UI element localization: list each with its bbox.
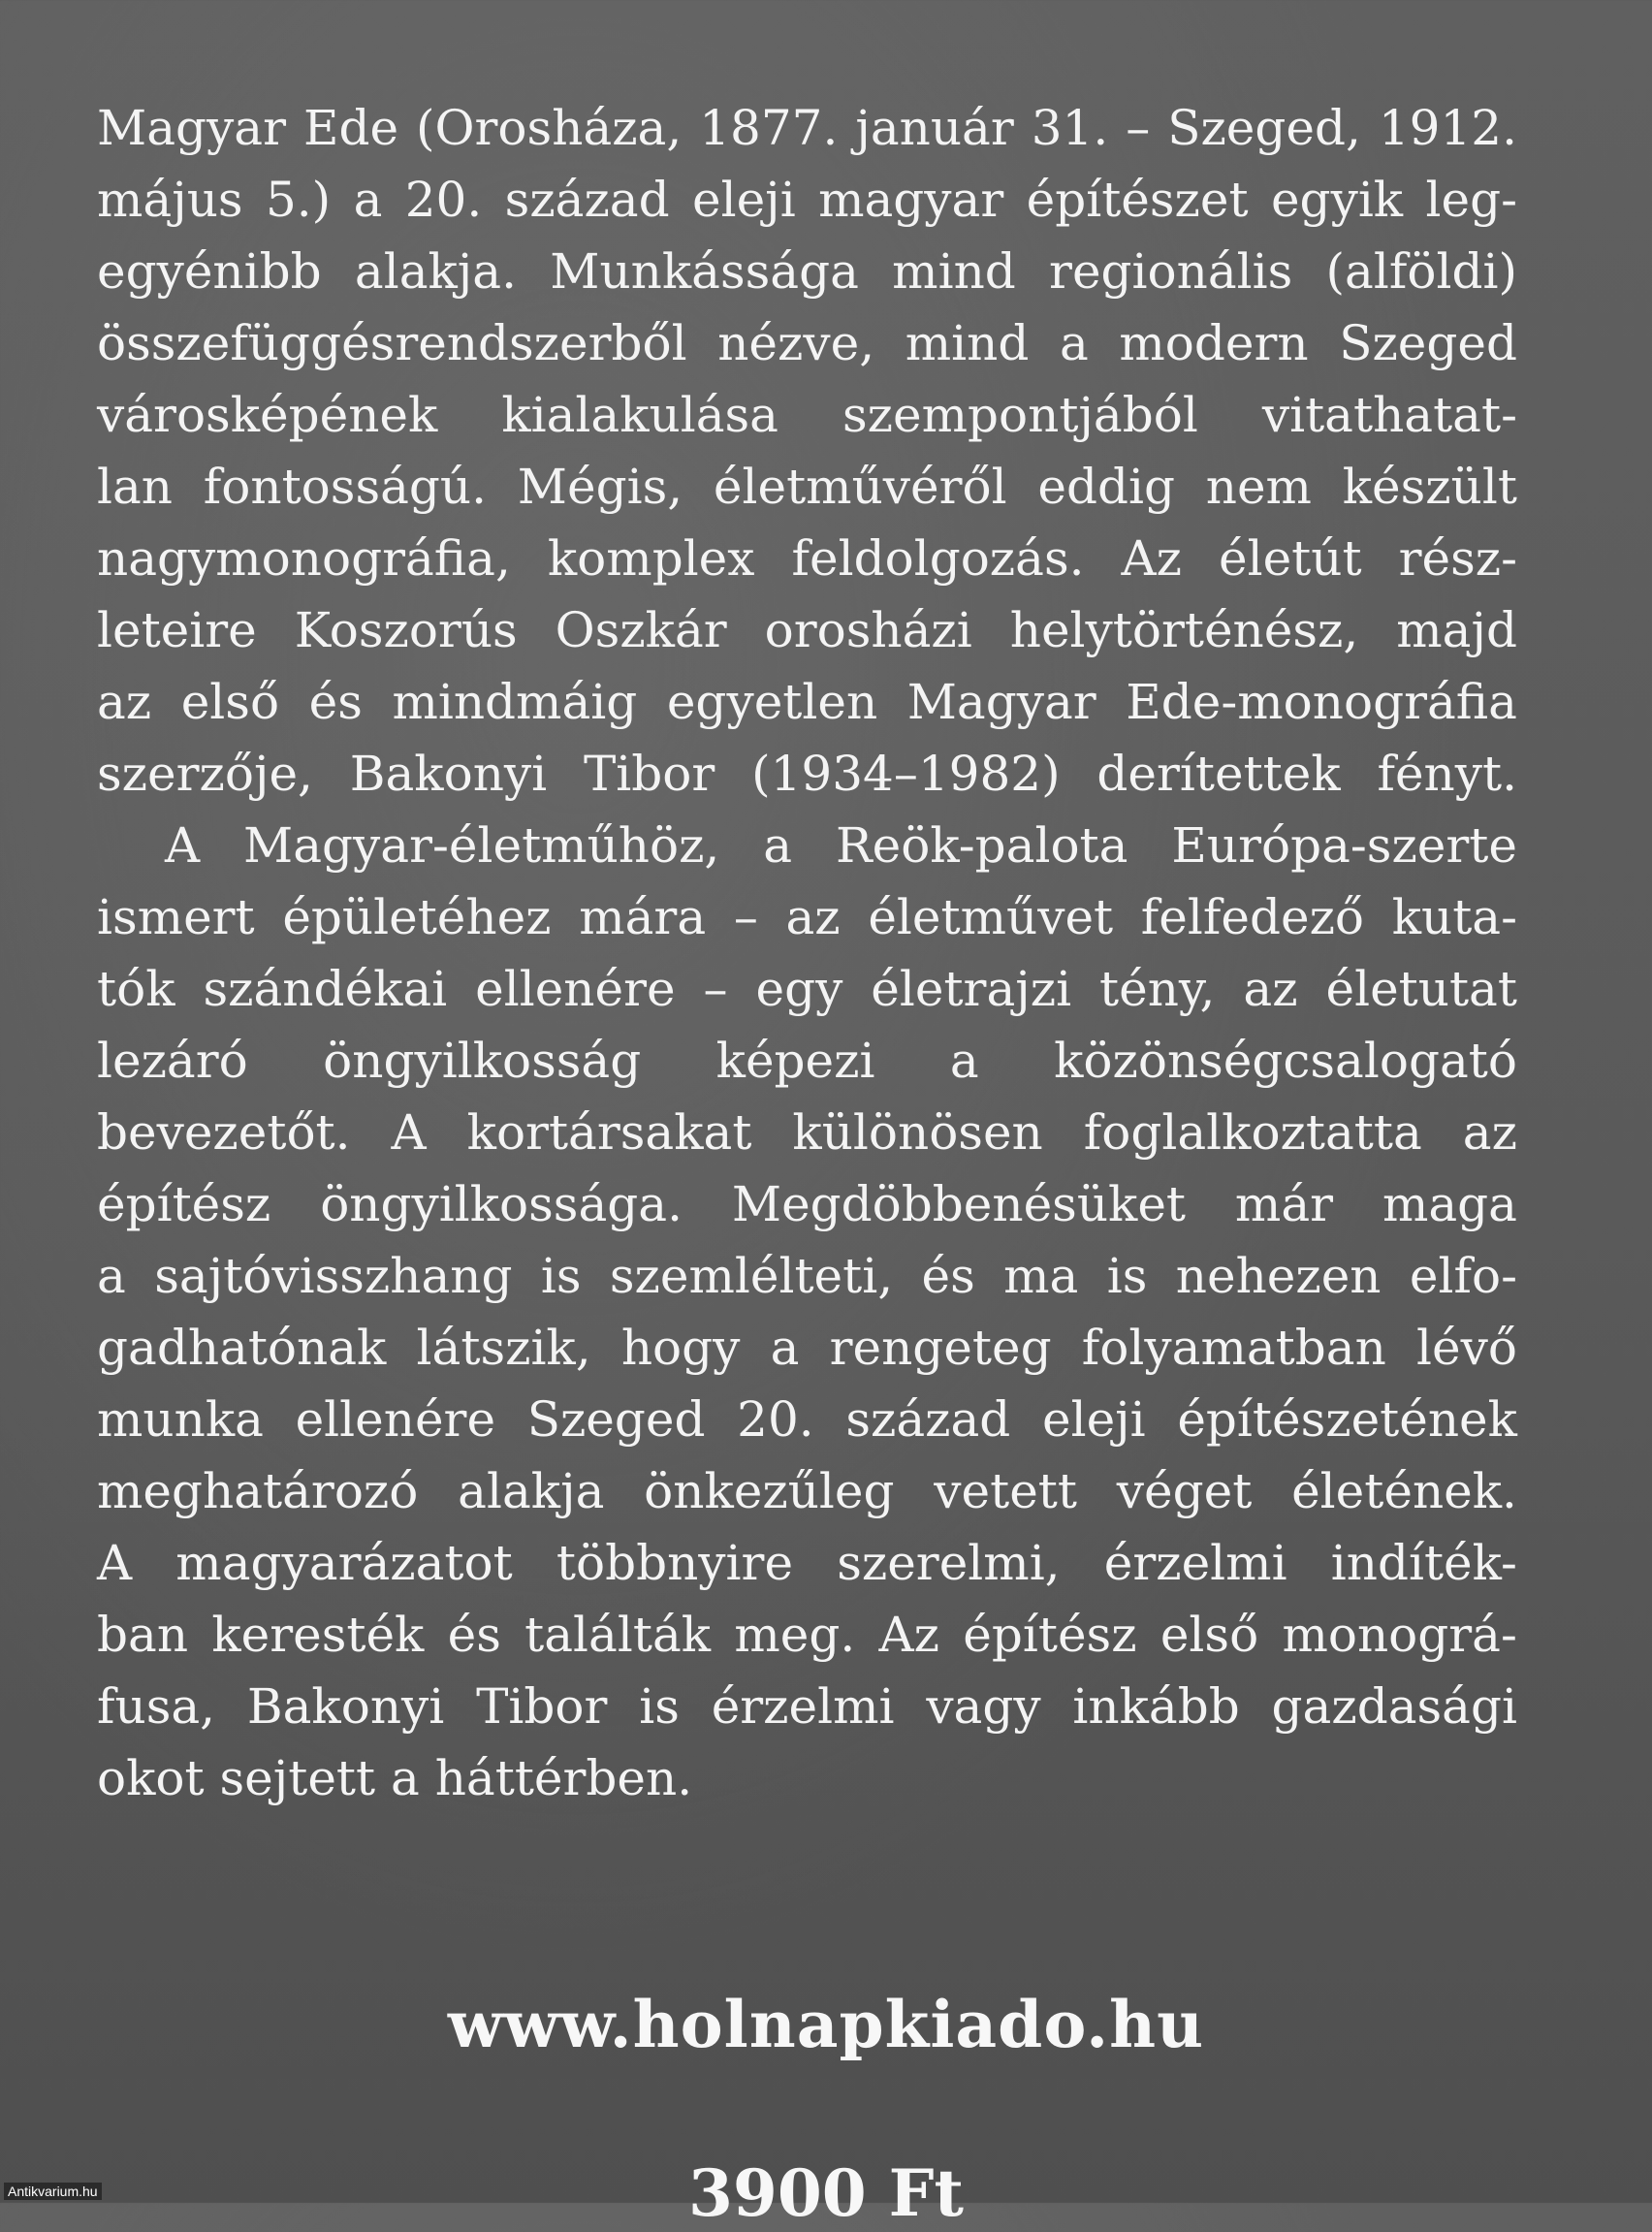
blurb-word: készült xyxy=(1342,459,1517,515)
blurb-word: Reök-palota xyxy=(835,817,1128,874)
blurb-word: fusa, xyxy=(97,1678,216,1735)
blurb-word: Magyar-életműhöz, xyxy=(243,817,720,874)
blurb-word: érzelmi xyxy=(711,1678,895,1735)
blurb-word: nézve, xyxy=(717,315,875,371)
blurb-line xyxy=(97,1168,1517,1240)
blurb-word: felfedező xyxy=(1140,889,1365,945)
blurb-word: bevezetőt. xyxy=(97,1104,351,1161)
blurb-word: alakja xyxy=(458,1463,605,1519)
blurb-word: rengeteg xyxy=(829,1320,1052,1376)
blurb-word: A xyxy=(97,1535,133,1591)
blurb-word: komplex xyxy=(547,530,755,587)
watermark-label: Antikvarium.hu xyxy=(4,2183,102,2200)
blurb-word: többnyire xyxy=(556,1535,794,1591)
blurb-word: a xyxy=(391,1750,435,1806)
blurb-word: magyar xyxy=(818,172,1004,228)
blurb-word: épületéhez xyxy=(282,889,552,945)
blurb-word: életművet xyxy=(868,889,1114,945)
blurb-word: ban xyxy=(97,1607,189,1663)
blurb-word: a xyxy=(97,1248,126,1304)
blurb-word: a xyxy=(1059,315,1089,371)
blurb-word: monográ- xyxy=(1282,1607,1517,1663)
blurb-word: ellenére xyxy=(475,961,676,1017)
blurb-word: – xyxy=(703,961,728,1017)
blurb-word: elfo- xyxy=(1409,1248,1517,1304)
blurb-word: véget xyxy=(1116,1463,1253,1519)
blurb-line xyxy=(97,810,1517,881)
blurb-word: az xyxy=(1462,1104,1517,1161)
blurb-word: tény, xyxy=(1099,961,1216,1017)
blurb-word: találták xyxy=(524,1607,712,1663)
blurb-word: a xyxy=(353,172,383,228)
blurb-word: szempontjából xyxy=(842,387,1198,443)
blurb-line xyxy=(97,523,1517,594)
blurb-word: magyarázatot xyxy=(175,1535,513,1591)
blurb-word: kuta- xyxy=(1391,889,1517,945)
blurb-word: Mégis, xyxy=(517,459,683,515)
blurb-word: Koszorús xyxy=(294,602,518,658)
blurb-line xyxy=(97,379,1517,451)
blurb-line xyxy=(97,1527,1517,1599)
blurb-word: Ede-monográfia xyxy=(1126,674,1517,730)
blurb-word: életművéről xyxy=(713,459,1007,515)
blurb-word: különösen xyxy=(792,1104,1043,1161)
blurb-word: regionális xyxy=(1049,243,1293,300)
blurb-word: életének. xyxy=(1291,1463,1517,1519)
blurb-line xyxy=(97,666,1517,738)
blurb-word: és xyxy=(447,1607,501,1663)
blurb-word: látszik, xyxy=(416,1320,591,1376)
blurb-word: 31. xyxy=(1031,100,1109,156)
blurb-word: életutat xyxy=(1325,961,1517,1017)
blurb-word: az xyxy=(1243,961,1298,1017)
blurb-word: már xyxy=(1234,1176,1334,1232)
blurb-word: városképének xyxy=(97,387,438,443)
blurb-word: fontosságú. xyxy=(203,459,488,515)
blurb-word: vetett xyxy=(934,1463,1077,1519)
blurb-word: egyik xyxy=(1270,172,1404,228)
blurb-line xyxy=(97,1742,1517,1814)
blurb-word: ellenére xyxy=(295,1391,496,1448)
blurb-word: életrajzi xyxy=(871,961,1072,1017)
blurb-word: mind xyxy=(892,243,1016,300)
blurb-word: és xyxy=(921,1248,975,1304)
blurb-word: és xyxy=(308,674,363,730)
blurb-word: inkább xyxy=(1072,1678,1240,1735)
blurb-word: nehezen xyxy=(1175,1248,1382,1304)
blurb-word: (Orosháza, xyxy=(416,100,683,156)
blurb-word: életút xyxy=(1219,530,1362,587)
blurb-word: nagymonográfia, xyxy=(97,530,511,587)
blurb-word: szerzője, xyxy=(97,746,313,802)
blurb-line xyxy=(97,738,1517,810)
blurb-word: szemlélteti, xyxy=(609,1248,894,1304)
blurb-word: Szeged xyxy=(526,1391,706,1448)
blurb-word: rész- xyxy=(1398,530,1517,587)
blurb-word: önkezűleg xyxy=(644,1463,895,1519)
blurb-word: majd xyxy=(1396,602,1517,658)
blurb-word: Az xyxy=(878,1607,939,1663)
blurb-word: Oszkár xyxy=(555,602,727,658)
blurb-word: fényt. xyxy=(1377,746,1517,802)
blurb-word: 20. xyxy=(737,1391,814,1448)
blurb-word: lezáró xyxy=(97,1033,248,1089)
blurb-word: Az xyxy=(1121,530,1182,587)
blurb-word: háttérben. xyxy=(434,1750,693,1806)
blurb-line xyxy=(97,236,1517,307)
blurb-word: (1934–1982) xyxy=(751,746,1061,802)
blurb-word: (alföldi) xyxy=(1325,243,1517,300)
blurb-word: mindmáig xyxy=(392,674,638,730)
blurb-line xyxy=(97,307,1517,379)
blurb-word: 1877. xyxy=(699,100,839,156)
blurb-line xyxy=(97,1599,1517,1671)
blurb-word: az xyxy=(97,674,152,730)
blurb-word: század xyxy=(504,172,670,228)
blurb-word: 20. xyxy=(404,172,483,228)
blurb-line xyxy=(97,1312,1517,1384)
blurb-word: sajtóvisszhang xyxy=(154,1248,513,1304)
blurb-word: építészetének xyxy=(1177,1391,1517,1448)
blurb-word: Bakonyi xyxy=(246,1678,445,1735)
blurb-word: május xyxy=(97,172,243,228)
blurb-word: Európa-szerte xyxy=(1171,817,1517,874)
blurb-word: 1912. xyxy=(1378,100,1517,156)
blurb-line xyxy=(97,1025,1517,1097)
blurb-word: vitathatat- xyxy=(1261,387,1517,443)
blurb-word: kialakulása xyxy=(501,387,778,443)
blurb-word: lévő xyxy=(1416,1320,1517,1376)
blurb-line xyxy=(97,1671,1517,1742)
blurb-word: 5.) xyxy=(265,172,332,228)
blurb-word: egyénibb xyxy=(97,243,322,300)
blurb-word: eddig xyxy=(1037,459,1175,515)
blurb-word: orosházi xyxy=(764,602,972,658)
blurb-line xyxy=(97,1097,1517,1168)
blurb-word: is xyxy=(540,1248,582,1304)
blurb-word: is xyxy=(639,1678,680,1735)
blurb-word: közönségcsalogató xyxy=(1054,1033,1517,1089)
blurb-word: öngyilkosság xyxy=(323,1033,642,1089)
blurb-word: folyamatban xyxy=(1081,1320,1386,1376)
blurb-word: mára xyxy=(579,889,707,945)
blurb-line xyxy=(97,594,1517,666)
blurb-word: sejtett xyxy=(219,1750,392,1806)
blurb-word: ismert xyxy=(97,889,255,945)
blurb-word: lan xyxy=(97,459,174,515)
blurb-word: Szeged xyxy=(1339,315,1517,371)
blurb-word: hogy xyxy=(620,1320,741,1376)
blurb-word: ma xyxy=(1003,1248,1079,1304)
blurb-word: – xyxy=(1126,100,1151,156)
blurb-word: építész xyxy=(963,1607,1137,1663)
blurb-word: indíték- xyxy=(1330,1535,1517,1591)
blurb-word: szerelmi, xyxy=(837,1535,1061,1591)
blurb-line xyxy=(97,1455,1517,1527)
blurb-word: Tibor xyxy=(583,746,715,802)
blurb-line xyxy=(97,953,1517,1025)
blurb-word: vagy xyxy=(926,1678,1041,1735)
blurb-word: képezi xyxy=(715,1033,875,1089)
blurb-line xyxy=(97,164,1517,236)
blurb-line xyxy=(97,881,1517,953)
blurb-word: derítettek xyxy=(1096,746,1341,802)
blurb-word: maga xyxy=(1382,1176,1517,1232)
publisher-website: www.holnapkiado.hu xyxy=(447,1987,1205,2062)
blurb-word: század xyxy=(845,1391,1011,1448)
blurb-word: foglalkoztatta xyxy=(1083,1104,1422,1161)
blurb-word: egyetlen xyxy=(666,674,878,730)
blurb-word: egy xyxy=(755,961,843,1017)
blurb-word: nem xyxy=(1205,459,1312,515)
blurb-word: – xyxy=(733,889,758,945)
cover-blurb-text xyxy=(97,92,1517,1814)
blurb-word: építész xyxy=(97,1176,271,1232)
blurb-word: Szeged, xyxy=(1167,100,1361,156)
blurb-word: gadhatónak xyxy=(97,1320,387,1376)
blurb-word: Bakonyi xyxy=(349,746,548,802)
blurb-word: Magyar xyxy=(906,674,1096,730)
blurb-word: meg. xyxy=(734,1607,856,1663)
blurb-word: a xyxy=(763,817,793,874)
blurb-word: szándékai xyxy=(203,961,448,1017)
blurb-word: az xyxy=(785,889,841,945)
blurb-word: okot xyxy=(97,1750,220,1806)
blurb-word: alakja. xyxy=(354,243,518,300)
blurb-word: leg- xyxy=(1425,172,1517,228)
blurb-word: január xyxy=(855,100,1014,156)
blurb-word: feldolgozás. xyxy=(791,530,1085,587)
blurb-word: első xyxy=(180,674,280,730)
blurb-line xyxy=(97,1240,1517,1312)
blurb-word: mind xyxy=(905,315,1030,371)
blurb-word: eleji xyxy=(1041,1391,1146,1448)
blurb-word: első xyxy=(1160,1607,1259,1663)
blurb-word: tók xyxy=(97,961,175,1017)
blurb-line xyxy=(97,92,1517,164)
blurb-word: a xyxy=(949,1033,979,1089)
blurb-word: A xyxy=(391,1104,427,1161)
blurb-word: modern xyxy=(1119,315,1309,371)
blurb-line xyxy=(97,451,1517,523)
blurb-word: érzelmi xyxy=(1103,1535,1287,1591)
blurb-word: Magyar xyxy=(97,100,286,156)
blurb-word: A xyxy=(165,817,201,874)
blurb-word: öngyilkossága. xyxy=(320,1176,683,1232)
blurb-word: is xyxy=(1106,1248,1148,1304)
blurb-word: leteire xyxy=(97,602,257,658)
blurb-word: a xyxy=(770,1320,800,1376)
blurb-word: meghatározó xyxy=(97,1463,419,1519)
blurb-word: kortársakat xyxy=(466,1104,752,1161)
price-label: 3900 Ft xyxy=(687,2155,964,2231)
blurb-word: Ede xyxy=(302,100,399,156)
blurb-word: Tibor xyxy=(476,1678,608,1735)
blurb-word: keresték xyxy=(211,1607,425,1663)
blurb-word: Munkássága xyxy=(550,243,859,300)
blurb-line xyxy=(97,1384,1517,1455)
blurb-word: helytörténész, xyxy=(1009,602,1359,658)
blurb-word: összefüggésrendszerből xyxy=(97,315,687,371)
blurb-word: Megdöbbenésüket xyxy=(731,1176,1187,1232)
blurb-word: eleji xyxy=(692,172,796,228)
blurb-word: gazdasági xyxy=(1271,1678,1517,1735)
blurb-word: munka xyxy=(97,1391,264,1448)
blurb-word: építészet xyxy=(1026,172,1249,228)
